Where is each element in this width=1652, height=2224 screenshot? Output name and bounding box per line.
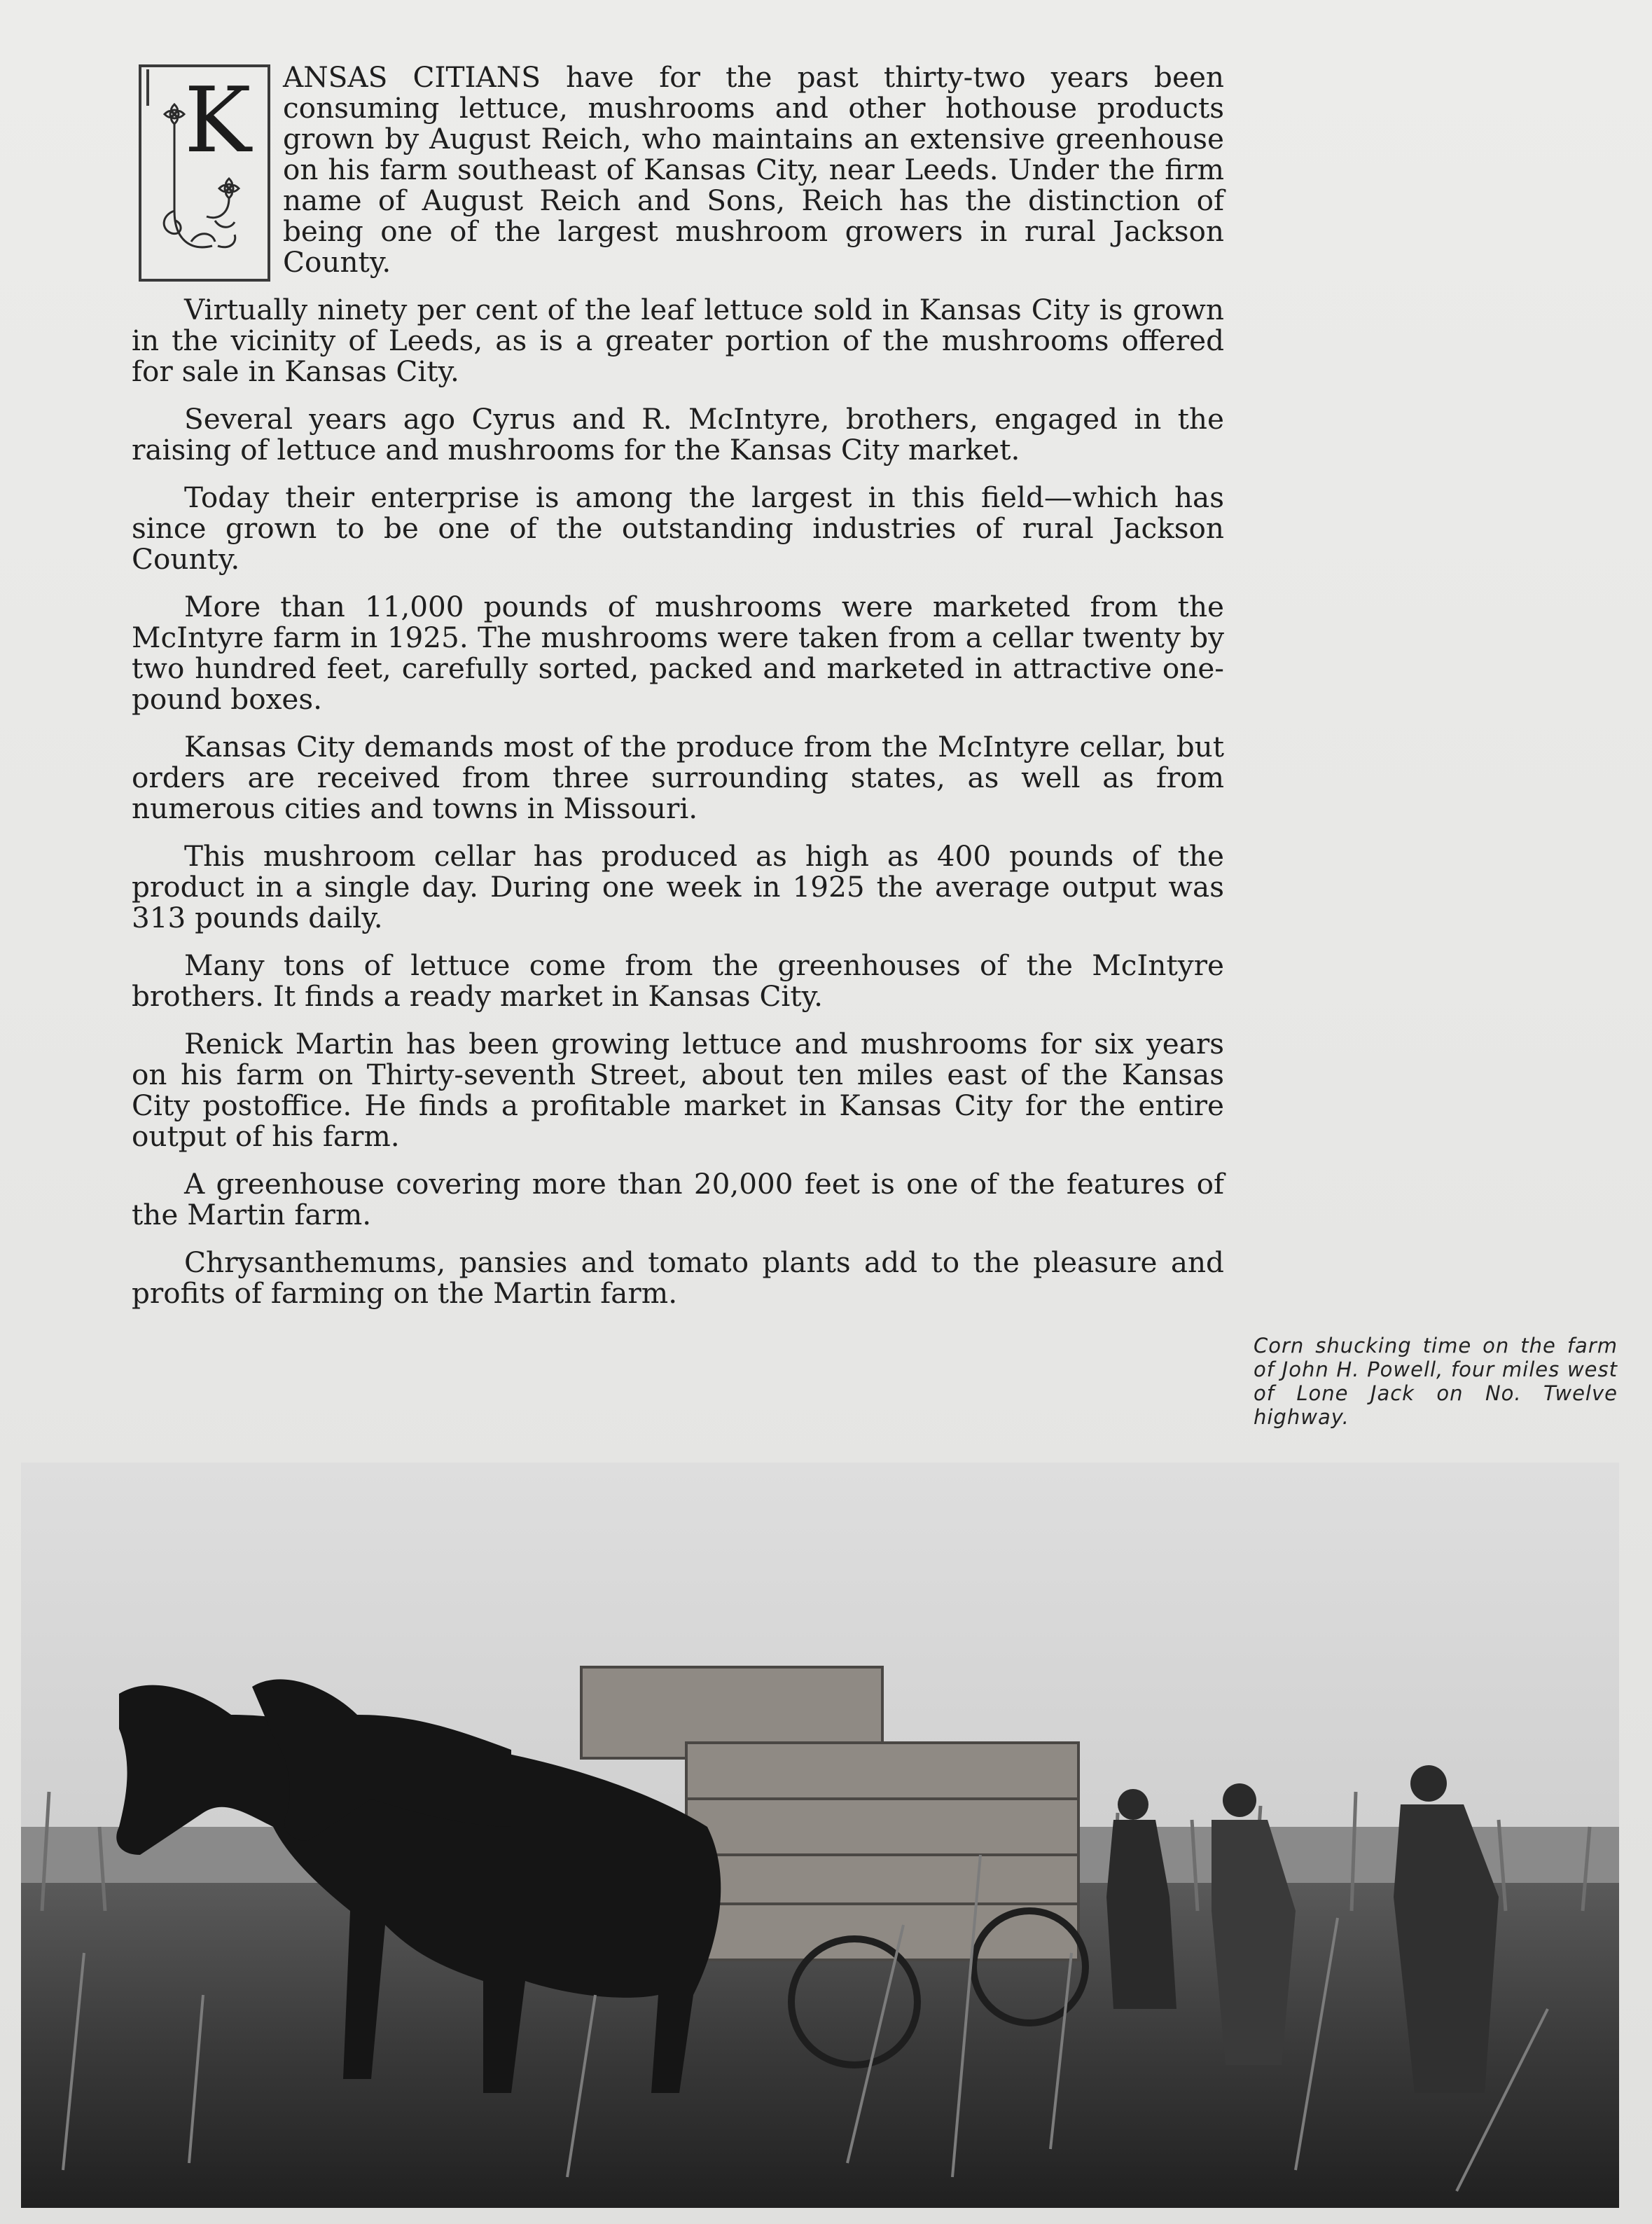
article-paragraph-2: Virtually ninety per cent of the leaf lettuce sold in Kansas City is grown in the vicinity of Leeds, as is a greater portion of the mushrooms offered for sale in Kansas City. [132, 293, 1224, 388]
article-body [132, 62, 1224, 1325]
photo-caption: Corn shucking time on the farm of John H. Powell, four miles west of Lone Jack on No. Twelve highway. [1254, 1334, 1618, 1429]
drop-cap-frame [146, 69, 251, 173]
drop-cap-letter: K [184, 69, 251, 173]
decorative-drop-cap [139, 64, 270, 282]
article-paragraph-3: Several years ago Cyrus and R. McIntyre, brothers, engaged in the raising of lettuce and mushrooms for the Kansas City market. [132, 402, 1224, 467]
article-paragraph-4: Today their enterprise is among the largest in this field—which has since grown to be one of the outstanding industries of rural Jackson County. [132, 481, 1224, 576]
article-paragraph-8: Many tons of lettuce come from the greenhouses of the McIntyre brothers. It finds a ready market in Kansas City. [132, 948, 1224, 1013]
article-paragraph-10: A greenhouse covering more than 20,000 feet is one of the features of the Martin farm. [132, 1167, 1224, 1231]
article-paragraph-6: Kansas City demands most of the produce from the McIntyre cellar, but orders are received from three surrounding states, as well as from numerous cities and towns in Missouri. [132, 730, 1224, 825]
article-paragraph-11: Chrysanthemums, pansies and tomato plants add to the pleasure and profits of farming on the Martin farm. [132, 1245, 1224, 1310]
corn-shucking-photo [21, 1463, 1619, 2208]
horses-wagon-corn-field-photo [21, 1463, 1619, 2208]
article-paragraph-9: Renick Martin has been growing lettuce and mushrooms for six years on his farm on Thirty-seventh Street, about ten miles east of the Kansas City postoffice. He finds a profitable market in Kansas City for the entire output of his farm. [132, 1027, 1224, 1153]
article-paragraph-7: This mushroom cellar has produced as high as 400 pounds of the product in a single day. During one week in 1925 the average output was 313 pounds daily. [132, 839, 1224, 934]
paragraph-text: ANSAS CITIANS have for the past thirty-two years been consuming lettuce, mushrooms and other hothouse products grown by August Reich, who maintains an extensive greenhouse on his farm southeast of Kansas City, near Leeds. Under the firm name of August Reich and Sons, Reich has the distinction of being one of the largest mushroom growers in rural Jackson County. [283, 60, 1224, 279]
article-paragraph-5: More than 11,000 pounds of mushrooms were marketed from the McIntyre farm in 1925. The mushrooms were taken from a cellar twenty by two hundred feet, carefully sorted, packed and marketed in attractive one-pound boxes. [132, 590, 1224, 716]
article-paragraph-1 [132, 62, 1224, 277]
